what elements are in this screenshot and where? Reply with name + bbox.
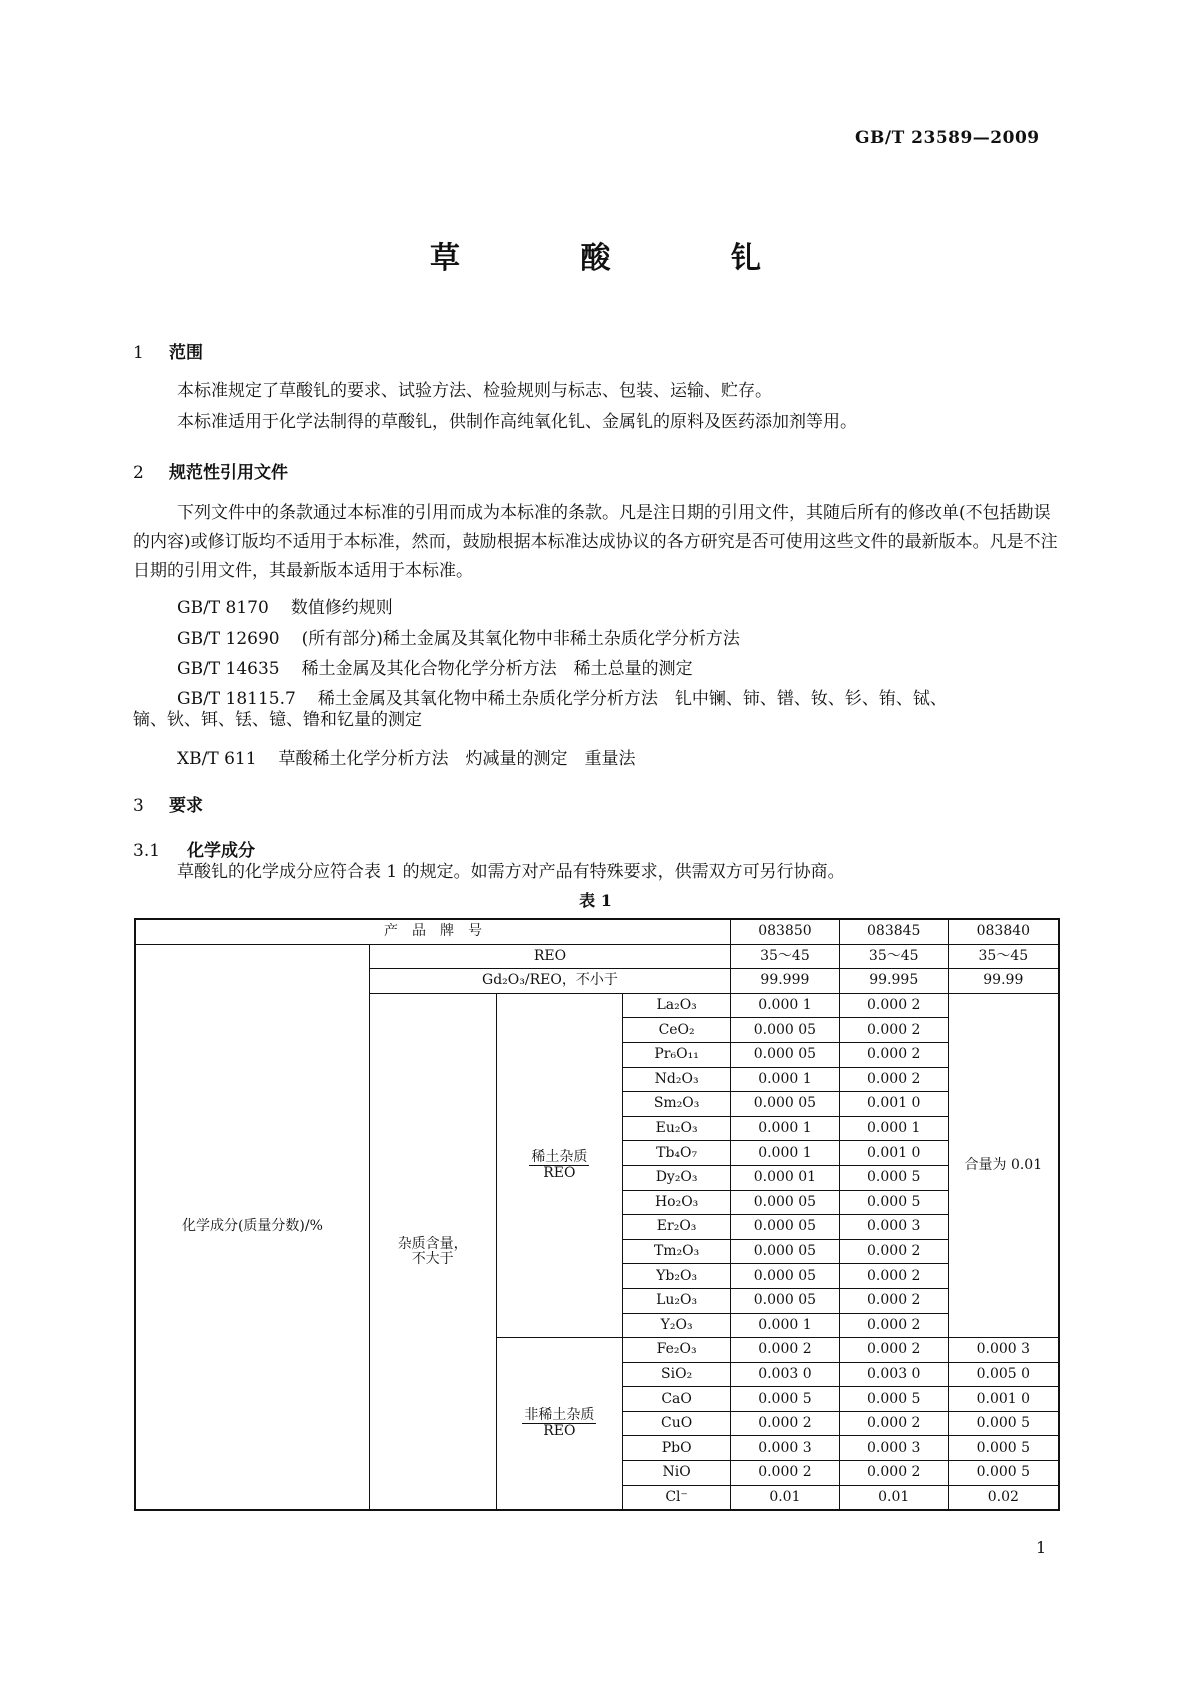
table-cell: Sm₂O₃	[623, 1092, 731, 1117]
table-cell: 0.000 5	[839, 1387, 948, 1412]
reference-title: 数值修约规则	[290, 598, 393, 618]
chemical-composition-table	[134, 918, 1060, 1511]
table-cell: Ho₂O₃	[623, 1190, 731, 1215]
table-cell: PbO	[623, 1436, 731, 1461]
brand-cell: 083840	[948, 919, 1059, 944]
fraction-numerator: 稀土杂质	[531, 1148, 588, 1165]
table-cell: 0.001 0	[948, 1387, 1059, 1412]
impurity-label-line: 不大于	[411, 1250, 454, 1267]
table-cell: Dy₂O₃	[623, 1165, 731, 1190]
table-cell: 0.000 3	[731, 1436, 840, 1461]
table-cell: 0.000 2	[839, 1239, 948, 1264]
fraction	[529, 1150, 589, 1181]
table-cell: Fe₂O₃	[623, 1338, 731, 1363]
table-cell: 99.99	[948, 969, 1059, 994]
reo-label: REO	[369, 944, 730, 969]
table-cell: CaO	[623, 1387, 731, 1412]
section-title: 要求	[169, 796, 203, 816]
table-cell: Pr₆O₁₁	[623, 1042, 731, 1067]
reference-code: GB/T 8170	[177, 598, 269, 618]
table-cell: Lu₂O₃	[623, 1288, 731, 1313]
table-cell: 0.000 5	[839, 1190, 948, 1215]
table-cell: 0.000 2	[839, 1411, 948, 1436]
brand-header: 产 品 牌 号	[135, 919, 731, 944]
table-cell: 0.001 0	[839, 1092, 948, 1117]
table-cell: 0.000 05	[731, 1239, 840, 1264]
table-cell: 0.000 05	[731, 1018, 840, 1043]
section-title: 规范性引用文件	[169, 463, 288, 483]
table-cell: SiO₂	[623, 1362, 731, 1387]
section-3-1-paragraph: 草酸钆的化学成分应符合表 1 的规定。如需方对产品有特殊要求，供需双方可另行协商。	[177, 862, 845, 882]
section-number: 3.1	[133, 841, 161, 861]
table-cell: 0.000 1	[839, 1116, 948, 1141]
reference-code: GB/T 18115.7	[177, 689, 296, 709]
table-cell: 0.000 2	[839, 1018, 948, 1043]
table-cell: 0.000 5	[948, 1461, 1059, 1486]
table-cell: 0.000 05	[731, 1288, 840, 1313]
table-cell: 0.02	[948, 1485, 1059, 1510]
page-number: 1	[1036, 1538, 1047, 1557]
table-cell: 99.999	[731, 969, 840, 994]
section-number: 3	[133, 796, 144, 816]
reference-item	[177, 593, 393, 618]
table-cell: Nd₂O₃	[623, 1067, 731, 1092]
table-cell: 0.000 05	[731, 1042, 840, 1067]
table-cell: 35～45	[948, 944, 1059, 969]
table-cell: La₂O₃	[623, 993, 731, 1018]
reference-title: (所有部分)稀土金属及其氧化物中非稀土杂质化学分析方法	[301, 629, 740, 649]
reference-code: GB/T 12690	[177, 629, 280, 649]
fraction	[522, 1408, 596, 1439]
table-cell: Y₂O₃	[623, 1313, 731, 1338]
table-cell: Er₂O₃	[623, 1215, 731, 1240]
table-cell: Tm₂O₃	[623, 1239, 731, 1264]
fraction-denominator: REO	[543, 1423, 576, 1440]
section-title: 范围	[169, 343, 203, 363]
impurity-label-line: 杂质含量，	[397, 1235, 468, 1252]
document-title: 草 酸 钆	[430, 241, 816, 276]
table-cell: Cl⁻	[623, 1485, 731, 1510]
table-cell: 0.000 05	[731, 1215, 840, 1240]
table-cell: 0.000 2	[839, 1288, 948, 1313]
rare-earth-total-cell: 合量为 0.01	[948, 993, 1059, 1337]
table-cell: 0.000 2	[839, 1338, 948, 1363]
section-2-heading	[133, 458, 288, 483]
table-cell: 0.000 2	[839, 993, 948, 1018]
table-cell: 0.000 3	[839, 1215, 948, 1240]
reference-title: 草酸稀土化学分析方法 灼减量的测定 重量法	[278, 749, 636, 769]
table-cell: 0.000 1	[731, 1116, 840, 1141]
table-cell: 0.000 5	[948, 1436, 1059, 1461]
table-caption: 表 1	[579, 891, 612, 910]
table-cell: 0.000 2	[731, 1338, 840, 1363]
section-1-heading	[133, 338, 203, 363]
table-cell: 0.000 2	[839, 1461, 948, 1486]
table-cell: 0.000 3	[948, 1338, 1059, 1363]
table-cell: 0.01	[731, 1485, 840, 1510]
reference-title: 稀土金属及其化合物化学分析方法 稀土总量的测定	[301, 659, 693, 679]
table-cell: 0.000 5	[839, 1165, 948, 1190]
reference-item-continuation: 镝、钬、铒、铥、镱、镥和钇量的测定	[133, 710, 422, 730]
non-rare-earth-impurity-group	[496, 1338, 623, 1511]
standard-code: GB/T 23589—2009	[855, 128, 1040, 148]
table-cell: Eu₂O₃	[623, 1116, 731, 1141]
table-cell: 0.000 5	[948, 1411, 1059, 1436]
table-cell: CeO₂	[623, 1018, 731, 1043]
fraction-denominator: REO	[543, 1164, 576, 1181]
section-number: 2	[133, 463, 144, 483]
table-cell: 0.000 01	[731, 1165, 840, 1190]
reference-item	[177, 654, 693, 679]
table-cell: 0.000 05	[731, 1092, 840, 1117]
reference-code: XB/T 611	[177, 749, 257, 769]
table-cell: Yb₂O₃	[623, 1264, 731, 1289]
table-cell: 0.000 1	[731, 1313, 840, 1338]
section-2-intro: 下列文件中的条款通过本标准的引用而成为本标准的条款。凡是注日期的引用文件，其随后所有的修改单(不包括勘误的内容)或修订版均不适用于本标准，然而，鼓励根据本标准达成协议的各方研究是否可使用这些文件的最新版本。凡是不注日期的引用文件，其最新版本适用于本标准。	[133, 503, 1058, 581]
section-number: 1	[133, 343, 144, 363]
table-cell: 0.000 1	[731, 993, 840, 1018]
reference-code: GB/T 14635	[177, 659, 280, 679]
composition-label: 化学成分(质量分数)/%	[135, 944, 369, 1510]
table-cell: 35～45	[839, 944, 948, 969]
fraction-numerator: 非稀土杂质	[524, 1407, 595, 1424]
table-cell: 0.01	[839, 1485, 948, 1510]
table-cell: 0.000 1	[731, 1067, 840, 1092]
rare-earth-impurity-group	[496, 993, 623, 1337]
table-row	[135, 919, 1059, 944]
table-cell: CuO	[623, 1411, 731, 1436]
section-title: 化学成分	[187, 841, 255, 861]
table-cell: NiO	[623, 1461, 731, 1486]
table-cell: 0.001 0	[839, 1141, 948, 1166]
reference-item	[177, 744, 636, 769]
table-cell: 35～45	[731, 944, 840, 969]
impurity-label	[369, 993, 496, 1510]
section-3-heading	[133, 791, 203, 816]
table-cell: 0.000 2	[731, 1461, 840, 1486]
section-1-paragraph-2: 本标准适用于化学法制得的草酸钆，供制作高纯氧化钆、金属钆的原料及医药添加剂等用。	[177, 412, 857, 432]
brand-cell: 083850	[731, 919, 840, 944]
table-cell: 0.005 0	[948, 1362, 1059, 1387]
table-cell: Tb₄O₇	[623, 1141, 731, 1166]
table-cell: 0.000 2	[839, 1042, 948, 1067]
table-cell: 0.000 5	[731, 1387, 840, 1412]
table-cell: 0.000 3	[839, 1436, 948, 1461]
table-cell: 0.003 0	[839, 1362, 948, 1387]
brand-cell: 083845	[839, 919, 948, 944]
table-cell: 0.003 0	[731, 1362, 840, 1387]
table-cell: 0.000 2	[839, 1264, 948, 1289]
reference-item	[177, 624, 740, 649]
section-1-paragraph-1: 本标准规定了草酸钆的要求、试验方法、检验规则与标志、包装、运输、贮存。	[177, 381, 772, 401]
table-cell: 99.995	[839, 969, 948, 994]
table-cell: 0.000 2	[839, 1313, 948, 1338]
table-cell: 0.000 2	[731, 1411, 840, 1436]
table-cell: 0.000 2	[839, 1067, 948, 1092]
reference-title: 稀土金属及其氧化物中稀土杂质化学分析方法 钆中镧、铈、镨、钕、钐、铕、铽、	[317, 689, 947, 709]
table-cell: 0.000 1	[731, 1141, 840, 1166]
table-cell: 0.000 05	[731, 1264, 840, 1289]
table-cell: 0.000 05	[731, 1190, 840, 1215]
purity-label: Gd₂O₃/REO，不小于	[369, 969, 730, 994]
table-row	[135, 944, 1059, 969]
